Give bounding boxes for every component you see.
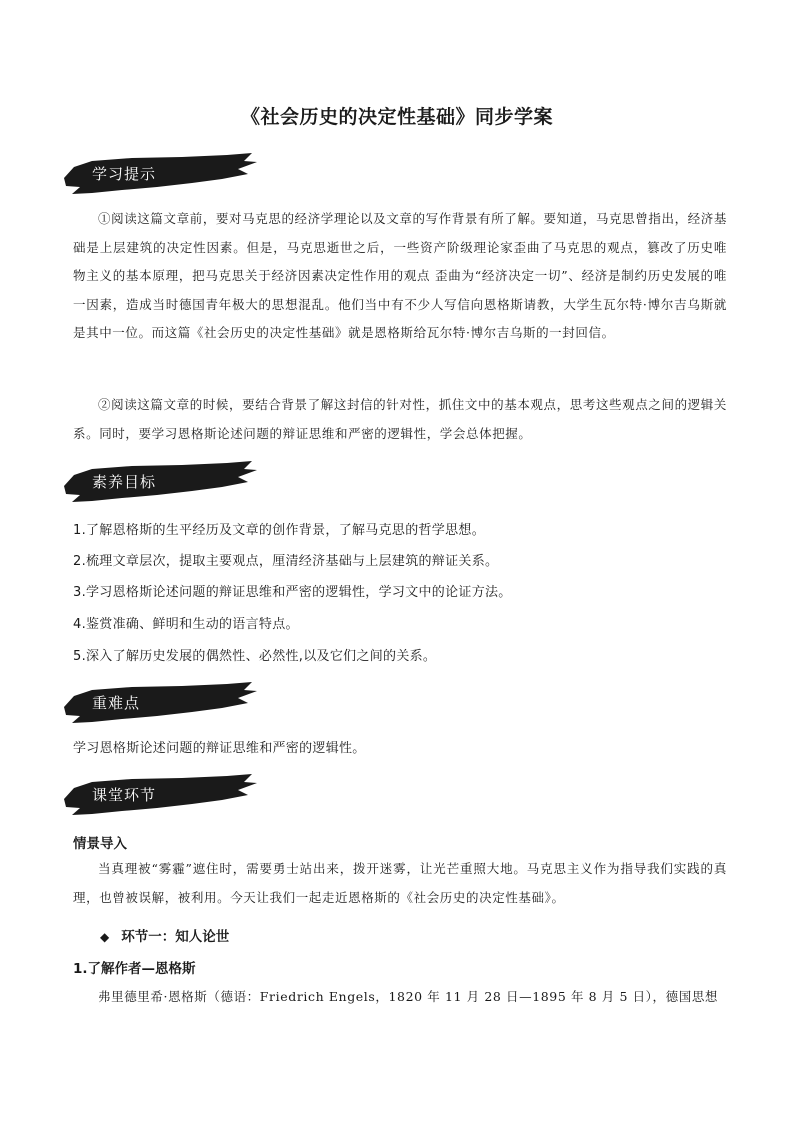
document-title: 《社会历史的决定性基础》同步学案 (240, 106, 553, 128)
hint-paragraph-2: ②阅读这篇文章的时候，要结合背景了解这封信的针对性，抓住文中的基本观点，思考这些观点之间的逻辑关系。同时，要学习恩格斯论述问题的辩证思维和严密的逻辑性，学会总体把握。 (73, 397, 727, 441)
goal-item: 2.梳理文章层次，提取主要观点，厘清经济基础与上层建筑的辩证关系。 (73, 554, 499, 569)
goal-item: 5.深入了解历史发展的偶然性、必然性,以及它们之间的关系。 (73, 649, 437, 664)
goal-item: 3.学习恩格斯论述问题的辩证思维和严密的逻辑性，学习文中的论证方法。 (73, 585, 512, 600)
section-heading-goals: 素养目标 (92, 473, 157, 491)
intro-subheading: 情景导入 (73, 836, 127, 852)
step-heading-label: 环节一：知人论世 (121, 929, 230, 945)
goal-item: 4.鉴赏准确、鲜明和生动的语言特点。 (73, 617, 299, 632)
section-banner-key (62, 682, 258, 724)
goal-item: 1.了解恩格斯的生平经历及文章的创作背景，了解马克思的哲学思想。 (73, 523, 486, 538)
section-banner-hint (62, 153, 258, 195)
section-heading-hint: 学习提示 (92, 165, 157, 183)
section-banner-class (62, 774, 258, 816)
section-heading-key: 重难点 (92, 694, 141, 712)
step-heading (100, 925, 229, 945)
section-heading-class: 课堂环节 (92, 786, 157, 804)
author-paragraph: 弗里德里希·恩格斯（德语：Friedrich Engels，1820 年 11 月 28 日—1895 年 8 月 5 日），德国思想 (98, 989, 719, 1004)
diamond-bullet-icon: ◆ (100, 930, 110, 944)
author-subheading: 1.了解作者—恩格斯 (73, 961, 196, 977)
hint-paragraph-1: ①阅读这篇文章前，要对马克思的经济学理论以及文章的写作背景有所了解。要知道，马克思曾指出，经济基础是上层建筑的决定性因素。但是，马克思逝世之后，一些资产阶级理论家歪曲了马克思的观点，篡改了历史唯物主义的基本原理，把马克思关于经济因素决定性作用的观点 歪曲为“经济决定一切”、经济是制约历史发展的唯一因素，造成当时德国青年极大的思想混乱。他们当中有不少人写信向恩格斯请教，大学生瓦尔特·博尔吉乌斯就是其中一位。而这篇《社会历史的决定性基础》就是恩格斯给瓦尔特·博尔吉乌斯的一封回信。 (73, 211, 727, 341)
key-point-text: 学习恩格斯论述问题的辩证思维和严密的逻辑性。 (73, 741, 366, 756)
intro-paragraph: 当真理被“雾霾”遮住时，需要勇士站出来，拨开迷雾，让光芒重照大地。马克思主义作为指导我们实践的真理，也曾被误解，被利用。今天让我们一起走近恩格斯的《社会历史的决定性基础》。 (73, 861, 727, 905)
section-banner-goals (62, 461, 258, 503)
